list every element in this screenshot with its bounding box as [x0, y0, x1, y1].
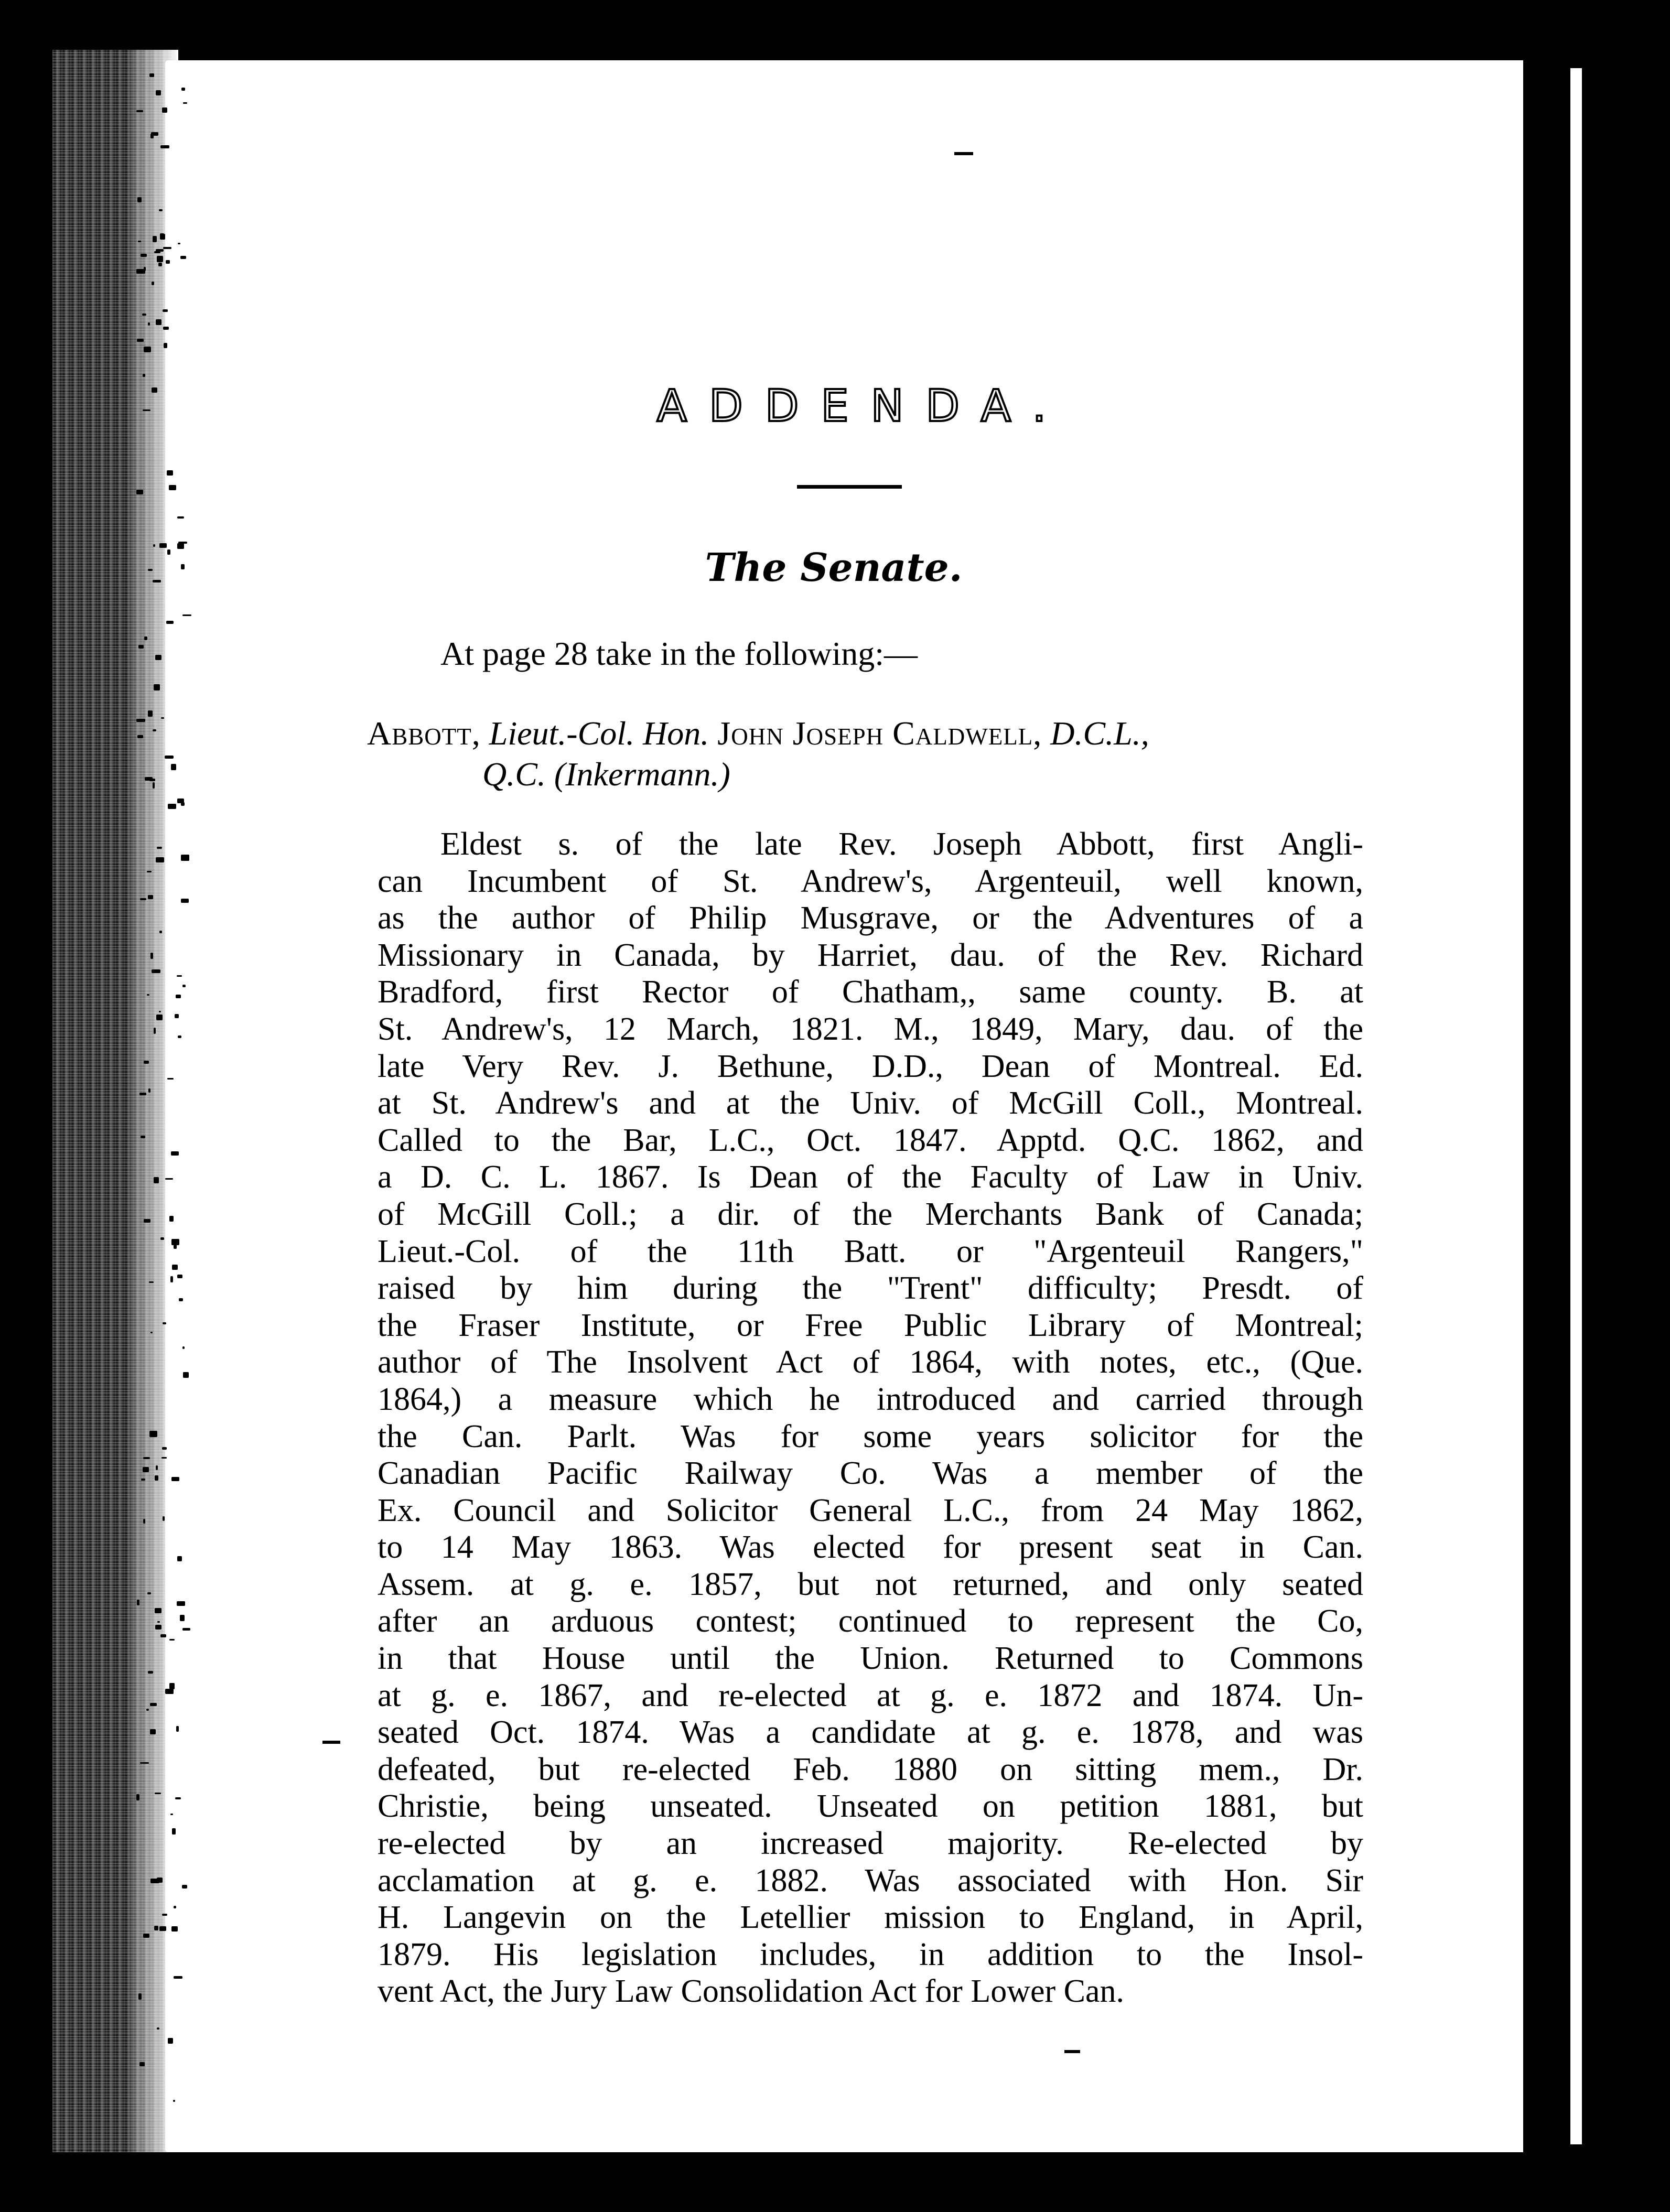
binding-speck: [174, 1976, 182, 1979]
binding-speck: [169, 485, 176, 490]
binding-speck: [165, 1178, 173, 1180]
binding-speck: [181, 88, 185, 91]
binding-speck: [141, 1479, 145, 1481]
binding-speck: [171, 1151, 179, 1156]
binding-speck: [174, 1245, 177, 1249]
binding-speck: [174, 1906, 176, 1908]
binding-speck: [164, 343, 167, 348]
binding-speck: [170, 1814, 173, 1815]
binding-speck: [166, 621, 174, 624]
binding-speck: [141, 254, 147, 257]
binding-speck: [169, 1639, 175, 1641]
body-line: as the author of Philip Musgrave, or the Adventures of a: [378, 900, 1363, 936]
binding-speck: [146, 1709, 149, 1711]
binding-speck: [159, 1011, 161, 1012]
binding-speck: [149, 779, 155, 781]
entry-qc: Q.C.: [482, 756, 546, 793]
binding-speck: [147, 1592, 151, 1594]
binding-speck: [152, 387, 157, 393]
body-line: Christie, being unseated. Unseated on petition 1881, but: [378, 1788, 1363, 1825]
binding-speck: [177, 975, 182, 977]
binding-speck: [176, 1726, 179, 1732]
body-line: Ex. Council and Solicitor General L.C., from 24 May 1862,: [378, 1492, 1363, 1528]
binding-speck: [165, 1689, 174, 1694]
binding-speck: [154, 1028, 156, 1034]
binding-speck: [160, 145, 169, 148]
body-line: of McGill Coll.; a dir. of the Merchants Bank of Canada;: [378, 1196, 1363, 1232]
binding-speck: [155, 1608, 161, 1613]
binding-speck: [144, 1219, 150, 1223]
binding-speck: [150, 1879, 159, 1883]
binding-speck: [147, 871, 152, 872]
binding-speck: [157, 1621, 160, 1623]
binding-speck: [182, 614, 191, 616]
binding-speck: [181, 802, 185, 806]
heading-rule: [797, 485, 902, 489]
bottom-printer-mark: [1064, 2050, 1080, 2053]
right-page-edge: [1523, 60, 1568, 2152]
binding-speck: [170, 1276, 173, 1282]
binding-speck: [162, 107, 167, 113]
section-title: The Senate.: [705, 545, 963, 590]
binding-speck: [175, 1797, 181, 1799]
binding-speck: [150, 1332, 153, 1333]
body-line: vent Act, the Jury Law Consolidation Act for Lower Can.: [378, 1973, 1125, 2010]
binding-speck: [152, 282, 154, 285]
binding-speck: [137, 339, 144, 342]
binding-speck: [154, 251, 160, 253]
binding-speck: [165, 756, 174, 759]
body-line: the Can. Parlt. Was for some years solicitor for the: [378, 1418, 1363, 1454]
binding-speck: [155, 655, 161, 660]
binding-speck: [175, 1014, 179, 1018]
page-heading: ADDENDA.: [656, 380, 1069, 431]
body-line: Called to the Bar, L.C., Oct. 1847. Apptd. Q.C. 1862, and: [378, 1122, 1363, 1158]
binding-speck: [143, 1934, 149, 1938]
binding-speck: [137, 197, 142, 202]
binding-speck: [177, 543, 184, 549]
entry-constituency: (Inkermann.): [554, 756, 730, 793]
right-page-edge-highlight: [1570, 68, 1582, 2144]
binding-speck: [168, 2038, 173, 2044]
binding-speck: [176, 995, 181, 998]
body-line: author of The Insolvent Act of 1864, with notes, etc., (Que.: [378, 1344, 1363, 1380]
binding-speck: [149, 1281, 154, 1283]
binding-speck: [180, 256, 186, 259]
binding-speck: [181, 899, 189, 903]
binding-speck: [150, 1703, 157, 1706]
body-line: St. Andrew's, 12 March, 1821. M., 1849, Mary, dau. of the: [378, 1011, 1363, 1047]
binding-speck: [149, 73, 154, 77]
binding-speck: [167, 470, 173, 476]
binding-speck: [162, 1914, 167, 1916]
entry-surname: Abbott,: [367, 715, 481, 752]
binding-speck: [136, 110, 143, 112]
entry-heading-line-1: [367, 713, 1363, 754]
binding-speck: [162, 1447, 167, 1450]
binding-speck: [160, 233, 164, 238]
intro-line: At page 28 take in the following:—: [440, 635, 918, 672]
body-line: Bradford, first Rector of Chatham,, same county. B. at: [378, 974, 1363, 1010]
binding-speck: [138, 645, 144, 649]
binding-speck: [177, 516, 184, 519]
binding-speck: [148, 1088, 150, 1093]
binding-speck: [154, 1926, 158, 1930]
binding-speck: [161, 1457, 167, 1459]
binding-speck: [182, 1346, 185, 1349]
binding-speck: [157, 847, 162, 849]
binding-speck: [163, 327, 169, 330]
binding-speck: [149, 1431, 157, 1437]
binding-speck: [137, 735, 143, 738]
binding-speck: [159, 543, 167, 548]
binding-speck: [143, 1467, 149, 1472]
binding-speck: [171, 1477, 179, 1481]
binding-speck: [157, 2027, 159, 2030]
binding-speck: [152, 969, 160, 973]
binding-shadow: [131, 50, 178, 2152]
body-line: after an arduous contest; continued to represent the Co,: [378, 1603, 1363, 1639]
body-line: H. Langevin on the Letellier mission to England, in April,: [378, 1900, 1363, 1936]
binding-speck: [143, 374, 145, 377]
binding-speck: [140, 898, 146, 900]
binding-speck: [156, 1465, 158, 1470]
binding-speck: [163, 247, 171, 249]
binding-speck: [182, 1628, 190, 1631]
binding-speck: [177, 1601, 185, 1606]
binding-speck: [172, 1265, 178, 1270]
binding-speck: [154, 684, 160, 690]
binding-speck: [156, 90, 161, 95]
binding-speck: [155, 1475, 158, 1481]
binding-speck: [158, 263, 162, 266]
entry-heading-line-2: [367, 754, 1363, 795]
binding-speck: [183, 102, 187, 104]
binding-speck: [148, 710, 153, 717]
binding-speck: [148, 322, 150, 326]
body-line: at g. e. 1867, and re-elected at g. e. 1872 and 1874. Un-: [378, 1677, 1363, 1713]
binding-speck: [182, 985, 186, 987]
binding-speck: [178, 243, 180, 244]
binding-speck: [159, 931, 162, 933]
binding-speck: [153, 236, 157, 242]
entry-heading: [367, 713, 1363, 795]
body-line: can Incumbent of St. Andrew's, Argenteuil, well known,: [378, 863, 1363, 899]
body-line: acclamation at g. e. 1882. Was associated with Hon. Sir: [378, 1862, 1363, 1898]
binding-speck: [138, 1993, 142, 2000]
body-line: a D. C. L. 1867. Is Dean of the Faculty of Law in Univ.: [378, 1159, 1363, 1195]
body-line: the Fraser Institute, or Free Public Library of Montreal;: [378, 1307, 1363, 1343]
binding-speck: [136, 269, 145, 274]
binding-speck: [157, 256, 163, 262]
body-line: raised by him during the "Trent" difficulty; Presdt. of: [378, 1270, 1363, 1307]
binding-speck: [140, 1762, 149, 1764]
binding-speck: [171, 764, 176, 770]
binding-speck: [169, 1216, 174, 1222]
margin-dash-mark: [322, 1741, 340, 1744]
top-printer-mark: [954, 152, 973, 155]
binding-speck: [183, 1372, 189, 1378]
binding-speck: [156, 319, 161, 325]
binding-speck: [181, 855, 189, 861]
body-line: Lieut.-Col. of the 11th Batt. or "Argenteuil Rangers,": [378, 1233, 1363, 1269]
binding-speck: [167, 1078, 174, 1080]
binding-speck: [143, 1457, 150, 1459]
binding-speck: [181, 564, 185, 569]
body-line: defeated, but re-elected Feb. 1880 on sitting mem., Dr.: [378, 1751, 1363, 1787]
binding-speck: [177, 1556, 182, 1561]
body-line: seated Oct. 1874. Was a candidate at g. e. 1878, and was: [378, 1714, 1363, 1751]
binding-speck: [144, 347, 151, 352]
binding-speck: [136, 490, 143, 494]
entry-given-names: John Joseph Caldwell,: [717, 715, 1042, 752]
binding-speck: [159, 209, 163, 211]
binding-speck: [153, 729, 156, 731]
body-line: late Very Rev. J. Bethune, D.D., Dean of Montreal. Ed.: [378, 1048, 1363, 1084]
binding-speck: [139, 1093, 146, 1095]
body-line: at St. Andrew's and at the Univ. of McGill Coll., Montreal.: [378, 1085, 1363, 1121]
binding-speck: [137, 1600, 139, 1605]
binding-speck: [182, 1885, 187, 1889]
binding-speck: [148, 895, 153, 899]
binding-speck: [155, 1625, 161, 1630]
binding-speck: [180, 1615, 185, 1621]
body-line: Missionary in Canada, by Harriet, dau. of the Rev. Richard: [378, 937, 1363, 973]
binding-speck: [166, 260, 170, 264]
binding-speck: [144, 1061, 149, 1064]
binding-speck: [161, 717, 164, 719]
binding-speck: [173, 2100, 175, 2102]
binding-speck: [163, 309, 168, 312]
binding-speck: [178, 542, 187, 544]
body-line: to 14 May 1863. Was elected for present seat in Can.: [378, 1529, 1363, 1566]
binding-speck: [142, 314, 146, 316]
binding-speck: [168, 804, 176, 809]
binding-speck: [143, 409, 150, 411]
binding-speck: [160, 1237, 164, 1240]
binding-speck: [154, 1177, 159, 1183]
binding-speck: [156, 1015, 163, 1020]
binding-speck: [159, 1926, 166, 1931]
binding-speck: [153, 782, 155, 789]
binding-speck: [143, 1519, 145, 1524]
body-line: in that House until the Union. Returned to Commons: [378, 1641, 1363, 1677]
binding-speck: [136, 1794, 139, 1800]
binding-speck: [153, 580, 161, 582]
entry-titles: Lieut.-Col. Hon.: [489, 715, 709, 752]
binding-speck: [177, 1275, 182, 1278]
binding-speck: [150, 953, 153, 959]
body-line: 1864,) a measure which he introduced and carried through: [378, 1381, 1363, 1417]
binding-speck: [171, 1926, 178, 1932]
body-line: Eldest s. of the late Rev. Joseph Abbott, first Angli-: [440, 826, 1363, 862]
binding-speck: [163, 1322, 166, 1324]
body-line: 1879. His legislation includes, in addition to the Insol-: [378, 1936, 1363, 1972]
binding-speck: [167, 549, 170, 555]
binding-speck: [179, 1298, 183, 1301]
body-line: Assem. at g. e. 1857, but not returned, and only seated: [378, 1566, 1363, 1602]
binding-speck: [141, 1136, 145, 1138]
binding-speck: [160, 1634, 166, 1637]
binding-speck: [150, 1729, 156, 1734]
binding-speck: [172, 1828, 176, 1835]
binding-speck: [155, 1793, 161, 1794]
binding-speck: [163, 1516, 165, 1521]
binding-speck: [139, 2062, 145, 2066]
binding-speck: [148, 569, 153, 571]
binding-speck: [153, 544, 155, 547]
body-line: Canadian Pacific Railway Co. Was a member of the: [378, 1455, 1363, 1492]
binding-speck: [138, 241, 141, 242]
binding-speck: [156, 857, 164, 862]
binding-speck: [147, 994, 149, 996]
binding-speck: [151, 132, 158, 136]
entry-body: [378, 826, 1363, 2010]
binding-speck: [136, 719, 145, 722]
binding-speck: [144, 636, 147, 640]
entry-degree: D.C.L.,: [1050, 715, 1149, 752]
binding-speck: [148, 1671, 153, 1674]
binding-speck: [178, 1035, 181, 1038]
body-line: re-elected by an increased majority. Re-elected by: [378, 1826, 1363, 1862]
